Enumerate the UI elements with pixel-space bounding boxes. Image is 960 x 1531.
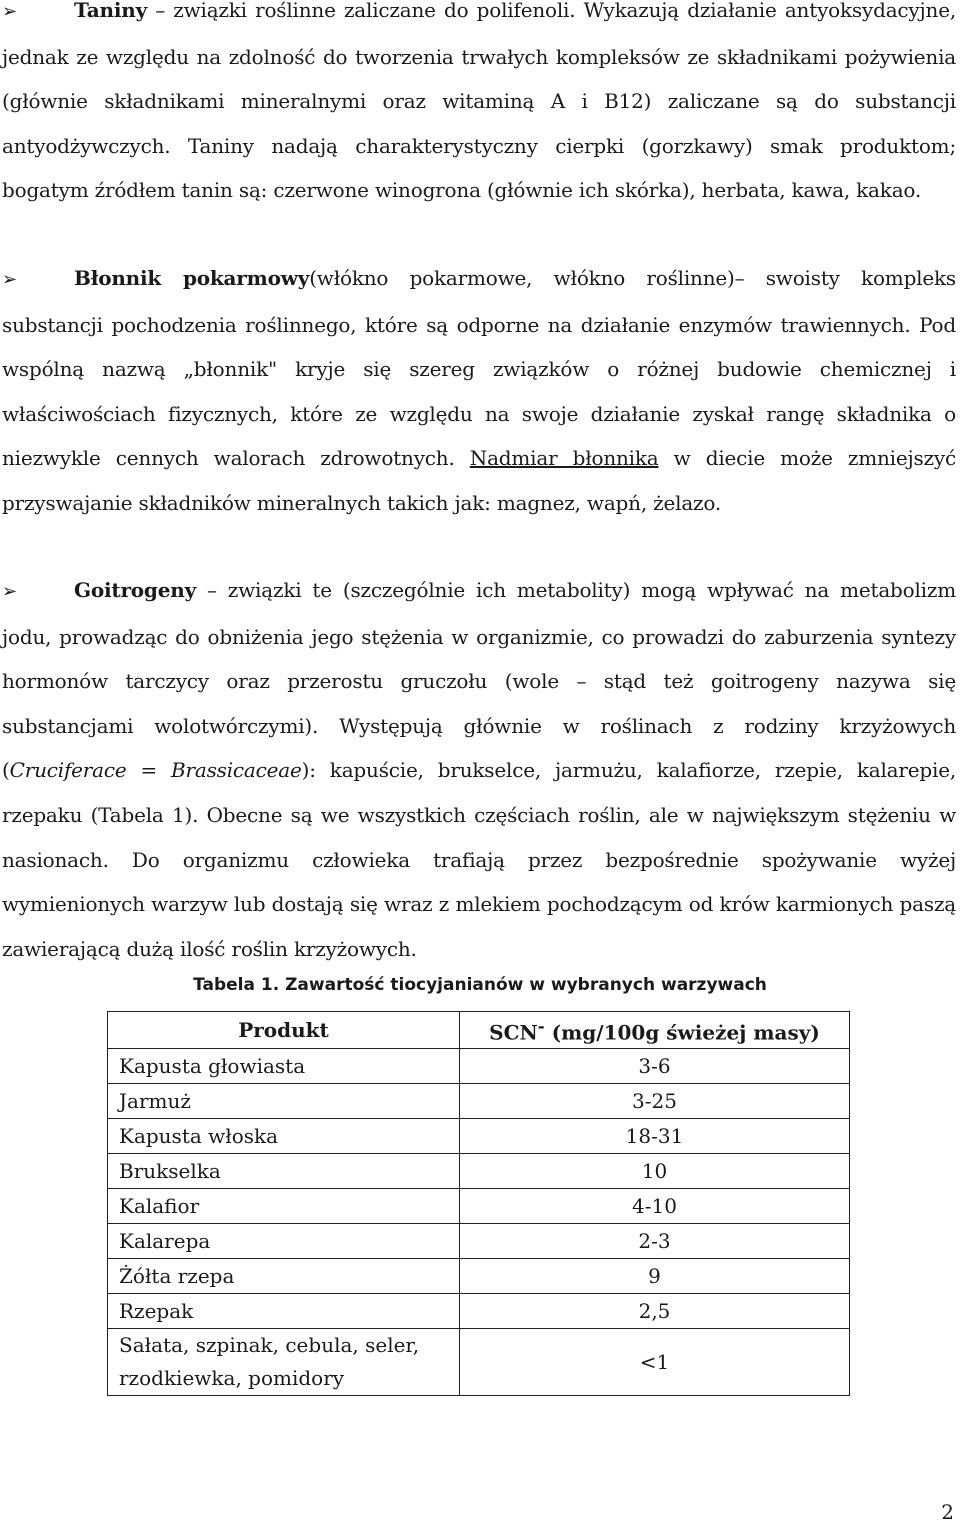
- table-row: [108, 1329, 850, 1396]
- row-product: Kalarepa: [108, 1224, 460, 1259]
- table-row: [108, 1049, 850, 1084]
- row-value: 3-25: [460, 1084, 850, 1119]
- table-row: [108, 1259, 850, 1294]
- row-product: Żółta rzepa: [108, 1259, 460, 1294]
- page-number: 2: [941, 1500, 954, 1524]
- header-value-main: SCN: [489, 1020, 538, 1045]
- table-row: [108, 1119, 850, 1154]
- bullet-arrow-icon: ➢: [2, 1, 17, 22]
- row-value: 4-10: [460, 1189, 850, 1224]
- row-product-line-1: Sałata, szpinak, cebula, seler,: [119, 1333, 420, 1357]
- header-value: [460, 1012, 850, 1049]
- header-value-sup: -: [537, 1015, 545, 1036]
- header-product: Produkt: [108, 1012, 460, 1049]
- fiber-paragraph: [2, 256, 956, 526]
- row-value: 2-3: [460, 1224, 850, 1259]
- goitrogens-term: Goitrogeny: [74, 578, 197, 602]
- fiber-text-2: w diecie może zmniejszyć przyswajanie składników mineralnych takich jak: magnez, wapń, żelazo.: [2, 446, 956, 515]
- tannins-term: Taniny: [74, 0, 148, 22]
- goitrogens-paragraph: [2, 568, 956, 971]
- row-value: 10: [460, 1154, 850, 1189]
- row-product: Rzepak: [108, 1294, 460, 1329]
- table-row: [108, 1294, 850, 1329]
- table-row: [108, 1154, 850, 1189]
- fiber-underlined: Nadmiar błonnika: [469, 446, 659, 471]
- goitrogens-text-1: – związki te (szczególnie ich metabolity) mogą wpływać na metabolizm jodu, prowadząc do obniżenia jego stężenia w organizmie, co prowadzi do zaburzenia syntezy hormonów tarczycy oraz przerostu gruczołu (wole – stąd też goitrogeny nazywa się substancjami wolotwórczymi). Występują głównie w roślinach z rodziny krzyżowych (: [2, 578, 956, 783]
- row-product: Kalafior: [108, 1189, 460, 1224]
- row-product: [108, 1329, 460, 1396]
- table-header-row: [108, 1012, 850, 1049]
- fiber-term: Błonnik pokarmowy: [74, 266, 310, 290]
- header-value-rest: (mg/100g świeżej masy): [544, 1020, 820, 1045]
- fiber-text-1: (włókno pokarmowe, włókno roślinne)– swoisty kompleks substancji pochodzenia roślinnego, które są odporne na działanie enzymów trawiennych. Pod wspólną nazwą „błonnik" kryje się szereg związków o różnej budowie chemicznej i właściwościach fizycznych, które ze względu na swoje działanie zyskał rangę składnika o niezwykle cennych walorach zdrowotnych.: [2, 266, 956, 471]
- row-product-line-2: rzodkiewka, pomidory: [119, 1366, 345, 1390]
- row-value: 3-6: [460, 1049, 850, 1084]
- row-product: Jarmuż: [108, 1084, 460, 1119]
- row-product: Brukselka: [108, 1154, 460, 1189]
- row-value: 18-31: [460, 1119, 850, 1154]
- goitrogens-text-2: ): kapuście, brukselce, jarmużu, kalafiorze, rzepie, kalarepie, rzepaku (Tabela 1). Obecne są we wszystkich częściach roślin, ale w największym stężeniu w nasionach. Do organizmu człowieka trafiają przez bezpośrednie spożywanie wyżej wymienionych warzyw lub dostają się wraz z mlekiem pochodzącym od krów karmionych paszą zawierającą dużą ilość roślin krzyżowych.: [2, 758, 956, 961]
- goitrogens-italic: Cruciferace = Brassicaceae: [9, 758, 302, 783]
- tannins-text: – związki roślinne zaliczane do polifenoli. Wykazują działanie antyoksydacyjne, jednak ze względu na zdolność do tworzenia trwałych kompleksów ze składnikami pożywienia (głównie składnikami mineralnymi oraz witaminą A i B12) zaliczane są do substancji antyodżywczych. Taniny nadają charakterystyczny cierpki (gorzkawy) smak produktom; bogatym źródłem tanin są: czerwone winogrona (głównie ich skórka), herbata, kawa, kakao.: [2, 0, 956, 203]
- row-product: Kapusta włoska: [108, 1119, 460, 1154]
- row-product: Kapusta głowiasta: [108, 1049, 460, 1084]
- tannins-paragraph: [2, 0, 956, 213]
- table-row: [108, 1189, 850, 1224]
- row-value: 2,5: [460, 1294, 850, 1329]
- table-row: [108, 1084, 850, 1119]
- table-row: [108, 1224, 850, 1259]
- bullet-arrow-icon: ➢: [2, 269, 17, 290]
- bullet-arrow-icon: ➢: [2, 581, 17, 602]
- table-caption: Tabela 1. Zawartość tiocyjanianów w wybranych warzywach: [193, 975, 767, 995]
- thiocyanate-table: [107, 1011, 850, 1396]
- row-value: <1: [460, 1329, 850, 1396]
- row-value: 9: [460, 1259, 850, 1294]
